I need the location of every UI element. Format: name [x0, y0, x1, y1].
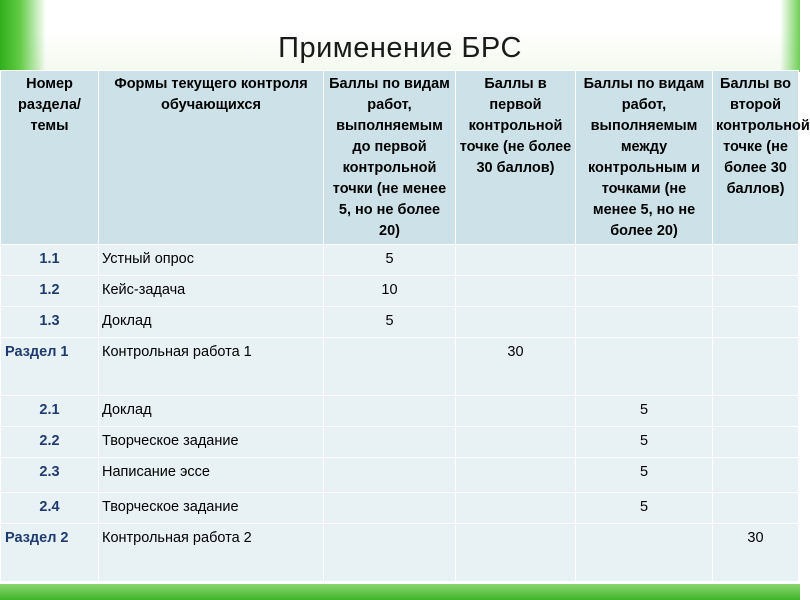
row-points-second-checkpoint: [713, 338, 799, 396]
header-points-between: Баллы по видам работ, выполняемым между контрольным и точками (не менее 5, но не более 20): [576, 71, 713, 245]
row-number: 2.1: [1, 396, 99, 427]
row-points-between: [576, 245, 713, 276]
row-points-second-checkpoint: [713, 427, 799, 458]
row-number: 1.2: [1, 276, 99, 307]
row-points-second-checkpoint: [713, 396, 799, 427]
table-row: [1, 276, 799, 307]
table-row: [1, 458, 799, 493]
row-form: Контрольная работа 2: [99, 524, 324, 582]
row-points-before-first: 10: [324, 276, 456, 307]
row-points-between: [576, 307, 713, 338]
table-row: [1, 396, 799, 427]
row-number: Раздел 2: [1, 524, 99, 582]
row-points-before-first: [324, 338, 456, 396]
row-points-first-checkpoint: [456, 524, 576, 582]
row-points-between: [576, 338, 713, 396]
brs-table: [0, 70, 810, 582]
row-points-before-first: [324, 493, 456, 524]
header-points-before-first: Баллы по видам работ, выполняемым до первой контрольной точки (не менее 5, но не более 20): [324, 71, 456, 245]
header-control-forms: Формы текущего контроля обучающихся: [99, 71, 324, 245]
table-row: [1, 245, 799, 276]
table-row: [1, 338, 799, 396]
row-points-before-first: 5: [324, 245, 456, 276]
row-number: 2.4: [1, 493, 99, 524]
table-row: [1, 427, 799, 458]
row-points-between: 5: [576, 396, 713, 427]
row-points-between: [576, 524, 713, 582]
row-number: 2.3: [1, 458, 99, 493]
row-points-first-checkpoint: [456, 276, 576, 307]
row-points-before-first: [324, 396, 456, 427]
row-points-second-checkpoint: [713, 276, 799, 307]
row-number: 1.1: [1, 245, 99, 276]
row-points-first-checkpoint: 30: [456, 338, 576, 396]
row-points-second-checkpoint: [713, 307, 799, 338]
footer-band: [0, 584, 800, 600]
row-points-first-checkpoint: [456, 245, 576, 276]
row-points-first-checkpoint: [456, 307, 576, 338]
row-points-second-checkpoint: 30: [713, 524, 799, 582]
row-points-between: 5: [576, 493, 713, 524]
row-points-between: 5: [576, 427, 713, 458]
table-header-row: [1, 71, 799, 245]
row-number: 2.2: [1, 427, 99, 458]
table-row: [1, 493, 799, 524]
row-points-second-checkpoint: [713, 493, 799, 524]
row-form: Творческое задание: [99, 427, 324, 458]
row-points-first-checkpoint: [456, 493, 576, 524]
row-form: Творческое задание: [99, 493, 324, 524]
row-number: 1.3: [1, 307, 99, 338]
row-points-before-first: [324, 524, 456, 582]
row-form: Контрольная работа 1: [99, 338, 324, 396]
row-points-before-first: [324, 427, 456, 458]
table-row: [1, 307, 799, 338]
row-points-before-first: [324, 458, 456, 493]
header-section-number: Номер раздела/ темы: [1, 71, 99, 245]
row-form: Кейс-задача: [99, 276, 324, 307]
slide-title: Применение БРС: [278, 32, 522, 64]
row-form: Доклад: [99, 307, 324, 338]
header-points-second-checkpoint: Баллы во второй контрольной точке (не более 30 баллов): [713, 71, 799, 245]
row-points-first-checkpoint: [456, 458, 576, 493]
row-points-first-checkpoint: [456, 396, 576, 427]
row-form: Написание эссе: [99, 458, 324, 493]
row-points-before-first: 5: [324, 307, 456, 338]
row-points-second-checkpoint: [713, 245, 799, 276]
row-number: Раздел 1: [1, 338, 99, 396]
header-points-first-checkpoint: Баллы в первой контрольной точке (не более 30 баллов): [456, 71, 576, 245]
row-points-between: [576, 276, 713, 307]
row-form: Доклад: [99, 396, 324, 427]
row-form: Устный опрос: [99, 245, 324, 276]
row-points-second-checkpoint: [713, 458, 799, 493]
table-row: [1, 524, 799, 582]
row-points-between: 5: [576, 458, 713, 493]
row-points-first-checkpoint: [456, 427, 576, 458]
